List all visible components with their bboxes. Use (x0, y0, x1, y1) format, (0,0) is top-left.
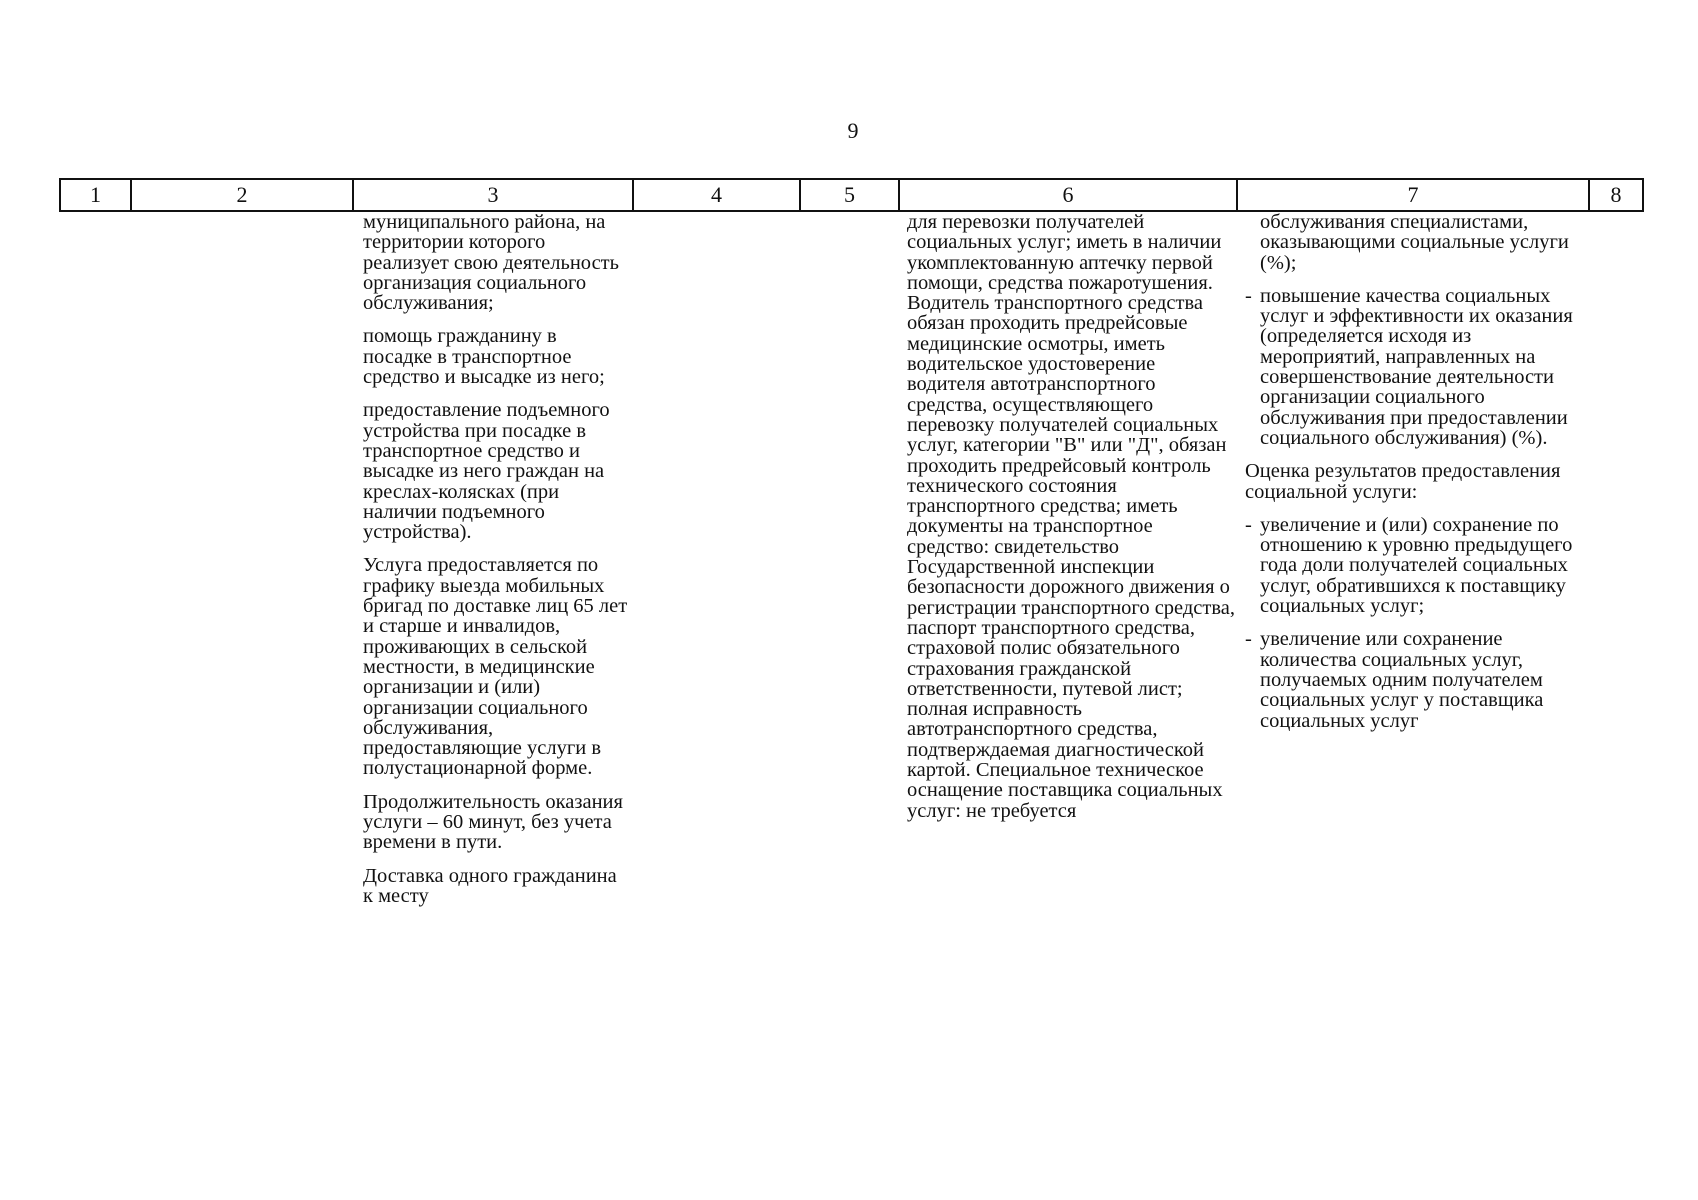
header-cell-8: 8 (1589, 179, 1643, 211)
header-cell-3: 3 (353, 179, 633, 211)
col6-paragraph: для перевозки получателей социальных услуг; иметь в наличии укомплектованную аптечку первой помощи, средства пожаротушения. Водитель транспортного средства обязан проходить предрейсовые медицинские осмотры, иметь водительское удостоверение водителя автотранспортного средства, осуществляющего перевозку получателей социальных услуг, категории "В" или "Д", обязан проходить предрейсовый контроль технического состояния транспортного средства; иметь документы на транспортное средство: свидетельство Государственной инспекции безопасности дорожного движения о регистрации транспортного средства, паспорт транспортного средства, страховой полис обязательного страхования гражданской ответственности, путевой лист; полная исправность автотранспортного средства, подтверждаемая диагностической картой. Специальное техническое оснащение поставщика социальных услуг: не требуется (907, 211, 1235, 822)
list-item: обслуживания специалистами, оказывающими социальные услуги (%); (1260, 211, 1569, 274)
column-number-header (59, 178, 1644, 212)
column-6-content (907, 212, 1237, 834)
list-item: - повышение качества социальных услуг и эффективности их оказания (определяется исходя из мероприятий, направленных на совершенствование деятельности организации социального обслуживания при предоставлении социального обслуживания) (%). (1245, 286, 1590, 448)
col3-paragraph: Доставка одного гражданина к месту (363, 864, 617, 907)
column-3-content (363, 212, 628, 919)
col3-paragraph: муниципального района, на территории которого реализует свою деятельность организация социального обслуживания; (363, 211, 619, 315)
col3-paragraph: Продолжительность оказания услуги – 60 минут, без учета времени в пути. (363, 790, 623, 854)
list-item: - увеличение или сохранение количества социальных услуг, получаемых одним получателем социальных услуг у поставщика социальных услуг (1245, 629, 1590, 730)
col7-list-b (1245, 515, 1590, 731)
list-item: - увеличение и (или) сохранение по отношению к уровню предыдущего года доли получателей социальных услуг, обратившихся к поставщику социальных услуг; (1245, 515, 1590, 616)
col3-paragraph: помощь гражданину в посадке в транспортное средство и высадке из него; (363, 325, 605, 389)
col3-paragraph: Услуга предоставляется по графику выезда мобильных бригад по доставке лиц 65 лет и старше и инвалидов, проживающих в сельской местности, в медицинские организации и (или) организации социального обслуживания, предоставляющие услуги в полустационарной форме. (363, 554, 628, 780)
header-cell-4: 4 (633, 179, 800, 211)
col3-paragraph: предоставление подъемного устройства при посадке в транспортное средство и высадке из него граждан на креслах-колясках (при наличии подъемного устройства). (363, 399, 610, 544)
header-cell-7: 7 (1237, 179, 1589, 211)
col7-list-a (1245, 212, 1590, 448)
column-7-content (1245, 212, 1590, 744)
header-cell-5: 5 (800, 179, 899, 211)
col7-heading: Оценка результатов предоставления социальной услуги: (1245, 460, 1561, 503)
page-number: 9 (847, 118, 859, 143)
header-row (60, 179, 1643, 211)
header-cell-6: 6 (899, 179, 1237, 211)
header-cell-1: 1 (60, 179, 131, 211)
header-cell-2: 2 (131, 179, 353, 211)
